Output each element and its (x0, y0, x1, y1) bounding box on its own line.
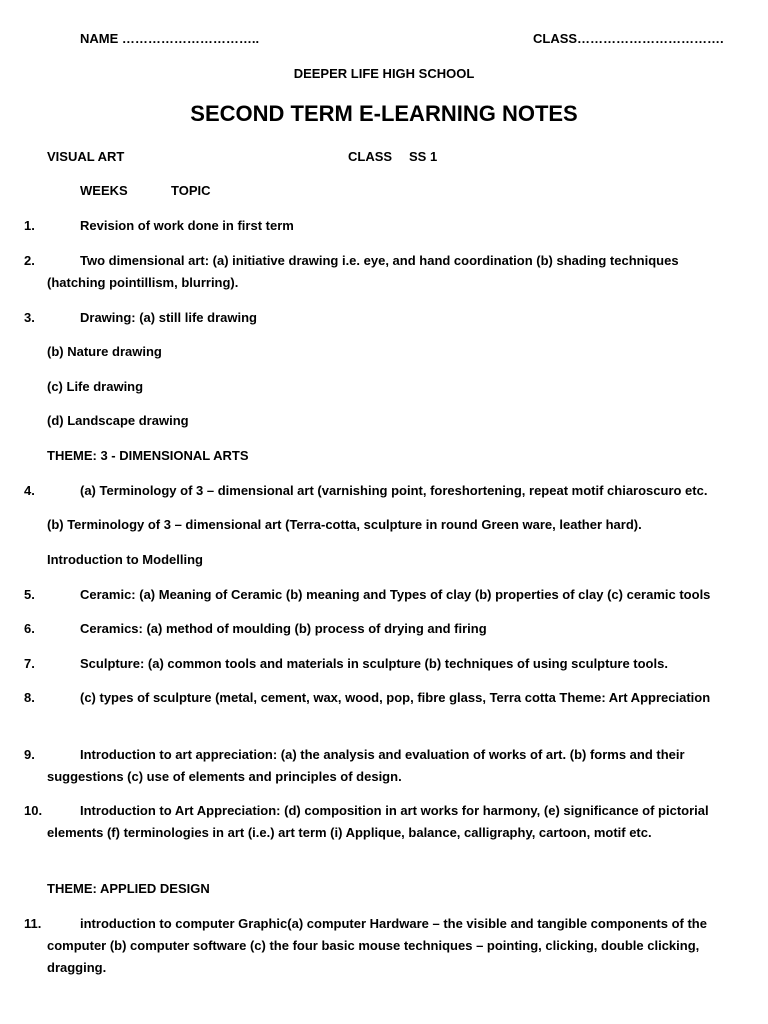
item-number: 11. (24, 916, 42, 931)
item-number: 4. (24, 483, 35, 498)
list-item: Two dimensional art: (a) initiative drawing i.e. eye, and hand coordination (b) shading techniques (hatching pointillism, blurring). (47, 253, 679, 290)
name-field-label: NAME ………………………….. (80, 31, 260, 46)
list-item: introduction to computer Graphic(a) computer Hardware – the visible and tangible components of the computer (b) computer software (c) the four basic mouse techniques – pointing, clicking, double clicking, dragging. (47, 916, 707, 975)
theme-heading: THEME: APPLIED DESIGN (47, 881, 210, 896)
item-number: 3. (24, 310, 35, 325)
section-heading: Introduction to Modelling (47, 552, 203, 567)
item-number: 10. (24, 803, 43, 818)
list-item: Introduction to Art Appreciation: (d) composition in art works for harmony, (e) significance of pictorial elements (f) terminologies in art (i.e.) art term (i) Applique, balance, calligraphy, cartoon, motif etc. (47, 803, 709, 840)
list-item: Introduction to art appreciation: (a) the analysis and evaluation of works of art. (b) forms and their suggestions (c) use of elements and principles of design. (47, 747, 685, 784)
theme-heading: THEME: 3 - DIMENSIONAL ARTS (47, 448, 249, 463)
sub-item: (d) Landscape drawing (47, 413, 189, 428)
class-field-label: CLASS……………………………. (533, 31, 724, 46)
class-value: SS 1 (409, 149, 438, 164)
weeks-header: WEEKS (80, 183, 128, 198)
list-item: Drawing: (a) still life drawing (80, 310, 257, 325)
sub-item: (b) Nature drawing (47, 344, 162, 359)
topic-header: TOPIC (171, 183, 211, 198)
subject-name: VISUAL ART (47, 149, 125, 164)
list-item: Ceramics: (a) method of moulding (b) process of drying and firing (80, 621, 487, 636)
list-item: Revision of work done in first term (80, 218, 294, 233)
page-title: SECOND TERM E-LEARNING NOTES (190, 101, 578, 126)
item-number: 1. (24, 218, 35, 233)
sub-item: (c) Life drawing (47, 379, 144, 394)
item-number: 7. (24, 656, 35, 671)
item-number: 6. (24, 621, 35, 636)
item-number: 9. (24, 747, 35, 762)
list-item: (c) types of sculpture (metal, cement, wax, wood, pop, fibre glass, Terra cotta Theme: Art Appreciation (80, 690, 711, 705)
sub-item: (b) Terminology of 3 – dimensional art (Terra-cotta, sculpture in round Green ware, leather hard). (47, 517, 642, 532)
school-name: DEEPER LIFE HIGH SCHOOL (293, 66, 475, 81)
item-number: 5. (24, 587, 35, 602)
list-item: Sculpture: (a) common tools and materials in sculpture (b) techniques of using sculpture tools. (80, 656, 668, 671)
list-item: (a) Terminology of 3 – dimensional art (varnishing point, foreshortening, repeat motif chiaroscuro etc. (80, 483, 708, 498)
item-number: 2. (24, 253, 35, 268)
item-number: 8. (24, 690, 35, 705)
list-item: Ceramic: (a) Meaning of Ceramic (b) meaning and Types of clay (b) properties of clay (c) ceramic tools (80, 587, 711, 602)
class-label: CLASS (348, 149, 393, 164)
